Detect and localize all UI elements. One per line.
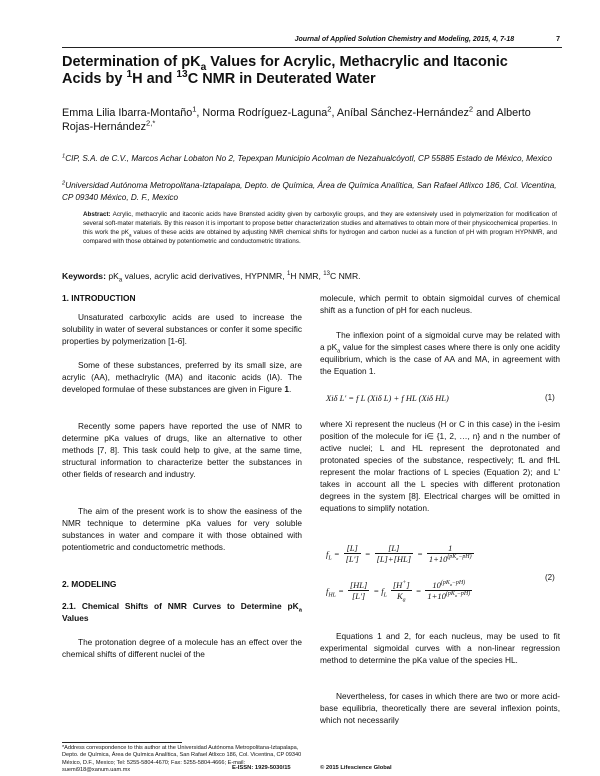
paragraph: where Xi represent the nucleus (H or C in this case) in the i-esim position of the molecule for i∈ {1, 2, …, n} and n the number of active nuclei; L and HL represent the deprotonated and protonated species of the substance, respectively; fL and fHL represent the molar fractions of L species (Equation 2); and L' takes in account all the L species with different protonation degrees in the system [8]. Electrical charges will be omitted in equations to simplify notation. (320, 419, 560, 513)
paragraph: The inflexion point of a sigmoidal curve may be related with a $pK_a$ value for the simplest cases where there is only one acidity equilibrium, which is the case of AA and MA, in agreement with the Equation 1. (320, 330, 561, 376)
paper-title: Determination of $pK_a$ Values for Acrylic, Methacrylic and Itaconic Acids by $^1$H and $^{13}$C NMR in Deuterated Water (62, 54, 508, 87)
equation-2: $f_L$ = $\frac{[L]}{[L']}$ = $\frac{[L]}{[L]+[HL]}$ = $\frac{1}{1+10^{(pK_a-pH)}}$ $f_{HL}$ = $\frac{[HL]}{[L']}$ = $f_L$ $\frac{[H^+]}{K_a}$ = $\frac{10^{(pK_a-pH)}}{1+10^{(pK_a-pH)}}$ (326, 543, 472, 604)
affiliation-2: $^2$Universidad Autónoma Metropolitana-Iztapalapa, Depto. de Química, Área de Química Analítica, San Rafael Atlixco 186, Col. Vicentina, CP 09340 México, D. F., Mexico (62, 180, 557, 202)
header-rule (62, 47, 562, 48)
equation-2-number: (2) (545, 573, 555, 582)
journal-citation: Journal of Applied Solution Chemistry and Modeling, 2015, 4, 7-18 (294, 36, 515, 43)
paragraph: Some of these substances, preferred by its small size, are acrylic (AA), methaclrylic (MA) and itaconic acids (IA). The developed formulae of these substances are given in Figure 1. (62, 360, 302, 394)
affiliation-1: $^1$CIP, S.A. de C.V., Marcos Achar Lobaton No 2, Tepexpan Municipio Acolman de Nezahualcóyotl, CP 55885 Estado de México, Mexico (62, 153, 553, 163)
page-number: 7 (556, 36, 560, 43)
correspondence-footnote: *Address correspondence to this author at the Universidad Autónoma Metropolitana-Iztapalapa, Depto. de Química, Área de Química Analítica, San Rafael Atlixco 186, Col. Vicentina, CP 09340 México, D.F., Mexico; Tel: 5255-5804-4670; Fax: 5255-5804-4666; E-mail: suemi918@xanum.uam.mx (62, 745, 302, 773)
paragraph: Recently some papers have reported the use of NMR to determine pKa values of drugs, like an alternative to other methods [7, 8]. This task could help to give, at the same time, structural information to characterize better the substances in other fields of research and industry. (62, 421, 302, 479)
paragraph: The protonation degree of a molecule has an effect over the chemical shifts of different nuclei of the (62, 637, 302, 659)
paragraph: The aim of the present work is to show the easiness of the NMR technique to determine pKa values for very soluble substances in water and compare it with those obtained with potentiometric and conductometric methods. (62, 506, 302, 552)
abstract: Abstract: Acrylic, methacrylic and itaconic acids have Brønsted acidity given by carboxylic groups, and they are extensively used in polymerization for modification of several soft-mater materials. By this reason it is important to propose better characterization studies and alternatives to obtain more of their physicochemical properties. In this work the $pK_a$ values of these acids are obtained by adjusting NMR chemical shifts for hydrogen and carbon nuclei as a function of pH with program HYPNMR, and compared with those obtained by potentiometric and conductometric titrations. (83, 211, 557, 245)
copyright: © 2015 Lifescience Global (320, 765, 392, 771)
issn: E-ISSN: 1929-5030/15 (232, 765, 291, 771)
footnote-rule (62, 742, 182, 743)
subsection-heading: 2.1. Chemical Shifts of NMR Curves to Determine $pK_a$ Values (62, 601, 302, 623)
author-list: Emma Lilia Ibarra-Montaño$^1$, Norma Rodríguez-Laguna$^2$, Aníbal Sánchez-Hernández$^2$ and Alberto Rojas-Hernández$^{2,*}$ (62, 104, 531, 133)
section-heading-introduction: 1. INTRODUCTION (62, 293, 136, 303)
paragraph: molecule, which permit to obtain sigmoidal curves of chemical shift as a function of pH for each nucleus. (320, 293, 560, 315)
section-heading-modeling: 2. MODELING (62, 579, 117, 589)
paragraph: Nevertheless, for cases in which there are two or more acid-base equilibria, theoretically there are several inflexion points, which not necessarily (320, 691, 560, 725)
running-header (295, 36, 560, 43)
paragraph: Unsaturated carboxylic acids are used to increase the solubility in water of several substances or confer it some specific properties by polymerization [1-6]. (62, 312, 302, 346)
equation-1-number: (1) (545, 393, 555, 402)
equation-1: Xiδ L' = f L (Xiδ L) + f HL (Xiδ HL) (326, 393, 449, 403)
keywords: Keywords: $pK_a$ values, acrylic acid derivatives, HYPNMR, $^1$H NMR, $^{13}$C NMR. (62, 271, 361, 284)
paragraph: Equations 1 and 2, for each nucleus, may be used to fit experimental sigmoidal curves with a non-linear regression method to determine the pKa value of the species HL. (320, 631, 560, 665)
